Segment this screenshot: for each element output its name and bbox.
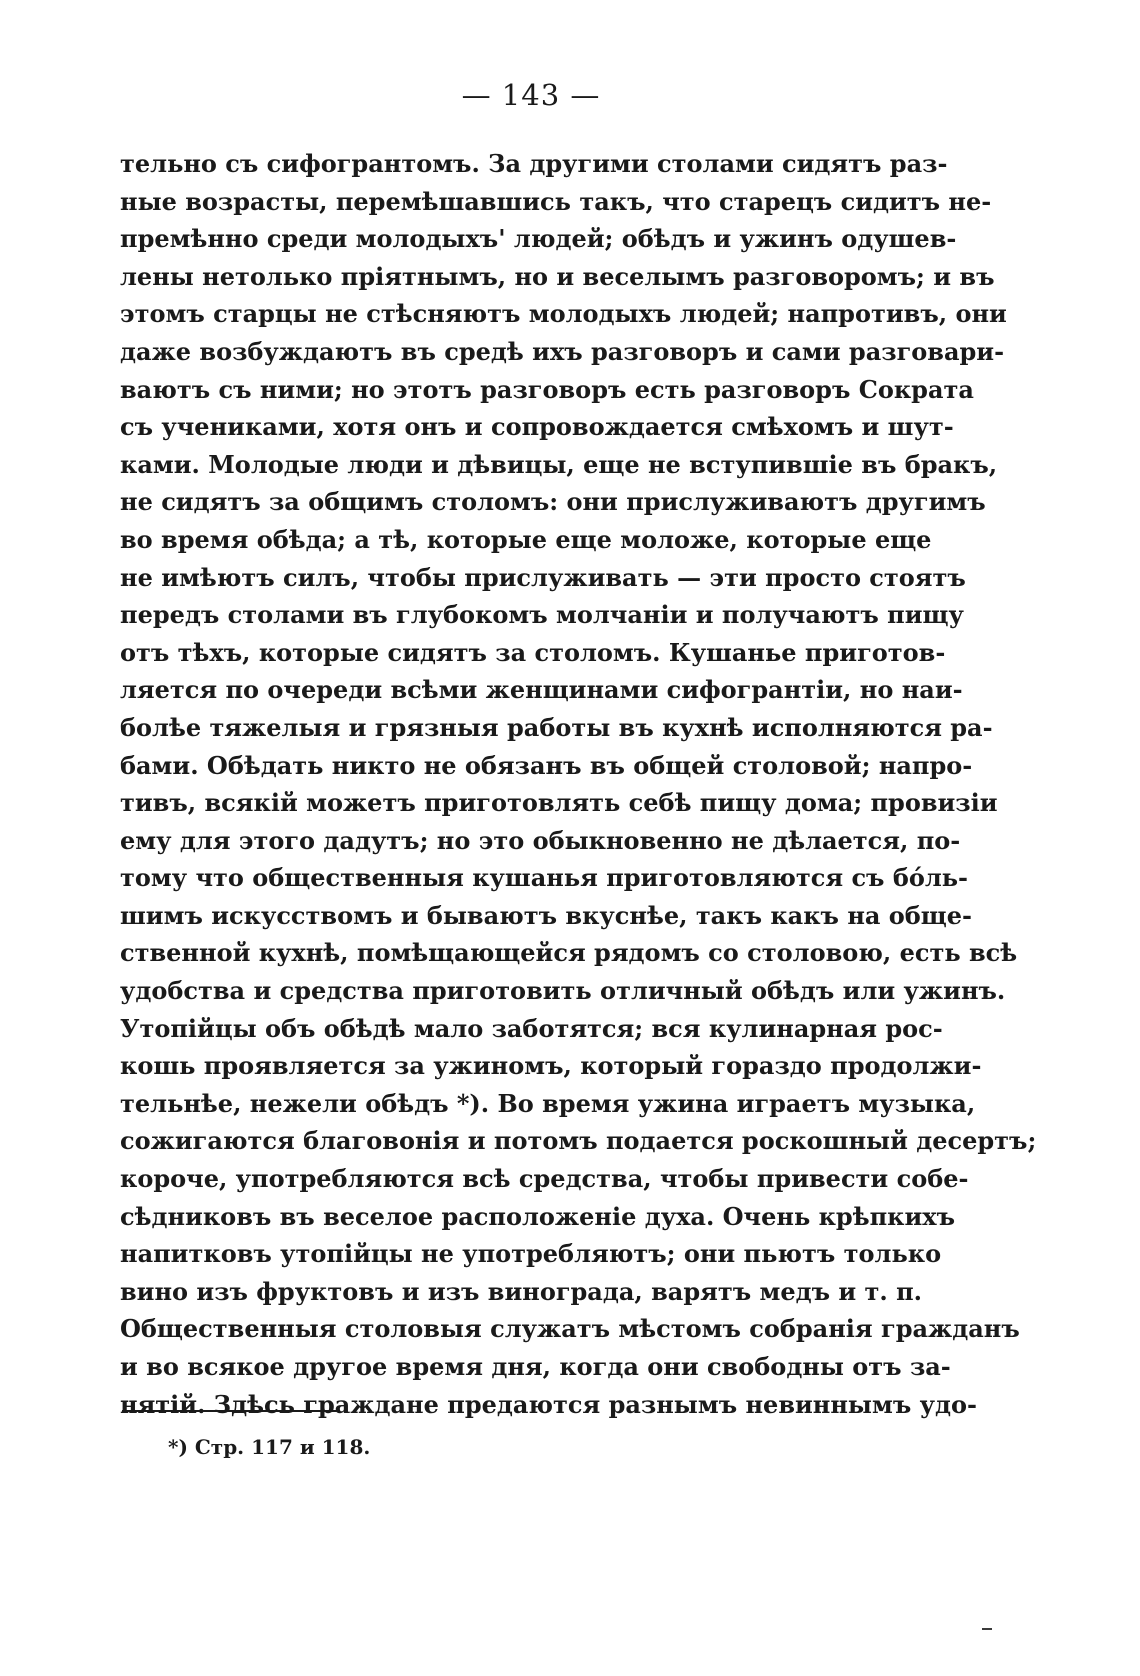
text-line: ные возрасты, перемѣшавшись такъ, что старецъ сидитъ не- [120, 186, 992, 216]
text-line: не имѣютъ силъ, чтобы прислуживать — эти просто стоятъ [120, 562, 966, 592]
text-line: тивъ, всякій можетъ приготовлять себѣ пищу дома; провизіи [120, 788, 998, 818]
text-line: ваютъ съ ними; но этотъ разговоръ есть разговоръ Сократа [120, 374, 974, 404]
footnote-rule [122, 1410, 340, 1412]
text-line: Общественныя столовыя служатъ мѣстомъ собранія гражданъ [120, 1314, 1020, 1344]
margin-speck [982, 1628, 992, 1630]
text-line: даже возбуждаютъ въ средѣ ихъ разговоръ и сами разговари- [120, 336, 1005, 366]
text-line: короче, употребляются всѣ средства, чтобы привести собе- [120, 1164, 969, 1194]
text-line: тому что общественныя кушанья приготовляются съ бóль- [120, 863, 969, 893]
text-line: ляется по очереди всѣми женщинами сифогрантіи, но наи- [120, 675, 963, 705]
text-line: тельнѣе, нежели обѣдъ *). Во время ужина играетъ музыка, [120, 1088, 976, 1118]
text-line: шимъ искусствомъ и бываютъ вкуснѣе, такъ какъ на обще- [120, 900, 972, 930]
text-line: премѣнно среди молодыхъ' людей; обѣдъ и ужинъ одушев- [120, 224, 957, 254]
text-line: вино изъ фруктовъ и изъ винограда, варятъ медъ и т. п. [120, 1276, 923, 1306]
page-number: — 143 — [461, 78, 601, 112]
text-line: кошь проявляется за ужиномъ, который гораздо продолжи- [120, 1051, 982, 1081]
body-text [120, 145, 1037, 1423]
text-line: бами. Обѣдать никто не обязанъ въ общей столовой; напро- [120, 750, 973, 780]
text-line: во время обѣда; а тѣ, которые еще моложе, которые еще [120, 524, 932, 554]
text-line: сожигаются благовонія и потомъ подается роскошный десертъ; [120, 1126, 1037, 1156]
text-line: удобства и средства приготовить отличный обѣдъ или ужинъ. [120, 976, 1006, 1006]
text-line: тельно съ сифогрантомъ. За другими столами сидятъ раз- [120, 149, 948, 178]
text-line: ками. Молодые люди и дѣвицы, еще не вступившіе въ бракъ, [120, 449, 998, 479]
text-line: съ учениками, хотя онъ и сопровождается смѣхомъ и шут- [120, 412, 954, 442]
text-line: ему для этого дадутъ; но это обыкновенно не дѣлается, по- [120, 825, 961, 855]
text-line: не сидятъ за общимъ столомъ: они прислуживаютъ другимъ [120, 487, 986, 517]
text-line: отъ тѣхъ, которые сидятъ за столомъ. Кушанье приготов- [120, 637, 946, 667]
text-line: сѣдниковъ въ веселое расположеніе духа. Очень крѣпкихъ [120, 1201, 956, 1231]
text-line: передъ столами въ глубокомъ молчаніи и получаютъ пищу [120, 600, 964, 630]
text-line: ственной кухнѣ, помѣщающейся рядомъ со столовою, есть всѣ [120, 938, 1018, 968]
text-line: болѣе тяжелыя и грязныя работы въ кухнѣ исполняются ра- [120, 712, 993, 742]
text-line: Утопійцы объ обѣдѣ мало заботятся; вся кулинарная рос- [120, 1013, 943, 1043]
text-line: нятій. Здѣсь граждане предаются разнымъ невиннымъ удо- [120, 1389, 977, 1419]
text-line: этомъ старцы не стѣсняютъ молодыхъ людей; напротивъ, они [120, 299, 1007, 329]
footnote: *) Стр. 117 и 118. [168, 1435, 371, 1459]
text-line: лены нетолько пріятнымъ, но и веселымъ разговоромъ; и въ [120, 261, 995, 291]
text-line: и во всякое другое время дня, когда они свободны отъ за- [120, 1352, 951, 1381]
text-line: напитковъ утопійцы не употребляютъ; они пьютъ только [120, 1239, 942, 1269]
